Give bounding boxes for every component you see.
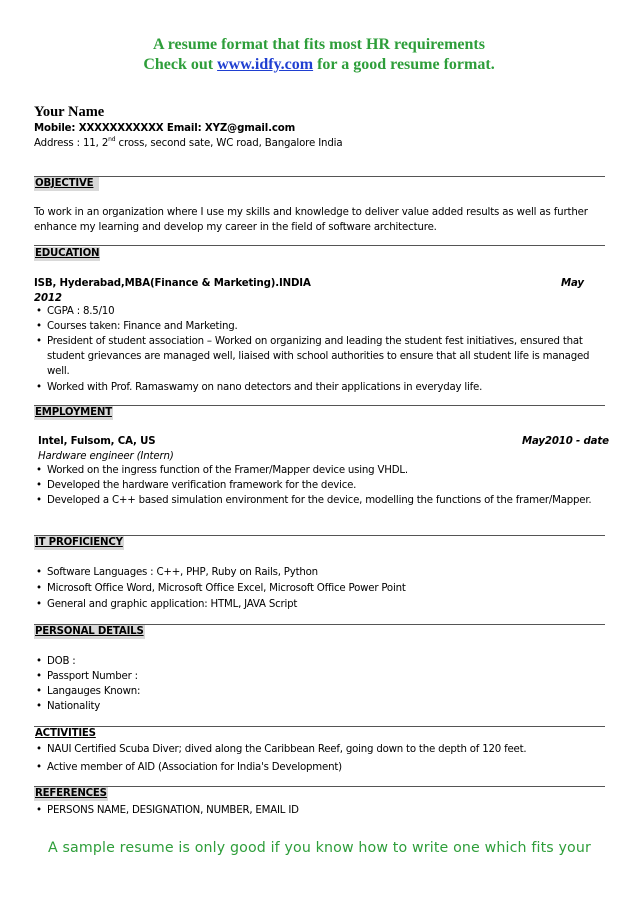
- list-item-text: Microsoft Office Word, Microsoft Office Excel, Microsoft Office Power Point: [47, 583, 406, 594]
- list-item: [34, 493, 606, 508]
- list-item-text: PERSONS NAME, DESIGNATION, NUMBER, EMAIL ID: [47, 805, 299, 816]
- list-item-text: General and graphic application: HTML, JAVA Script: [47, 599, 298, 610]
- list-item-text: Passport Number :: [47, 671, 138, 682]
- list-item: [34, 334, 606, 379]
- employment-role: Hardware engineer (Intern): [38, 451, 174, 462]
- list-item-text: President of student association – Worked on organizing and leading the student fest initiatives, ensured that student grievances are managed well, liaised with school authorities to ensure that all student life is managed well.: [47, 336, 590, 377]
- list-item-text: Developed the hardware verification framework for the device.: [47, 480, 357, 491]
- list-item: [34, 581, 606, 596]
- footer-tagline: A sample resume is only good if you know how to write one which fits your: [48, 840, 591, 856]
- list-item: [34, 742, 606, 757]
- education-rule: [34, 245, 605, 246]
- idfy-link[interactable]: www.idfy.com: [217, 56, 314, 73]
- bullet-icon: •: [36, 744, 42, 755]
- education-date-year: 2012: [34, 293, 62, 304]
- list-item-text: Software Languages : C++, PHP, Ruby on Rails, Python: [47, 567, 318, 578]
- list-item-text: Developed a C++ based simulation environment for the device, modelling the functions of the framer/Mapper.: [47, 495, 592, 506]
- bullet-icon: •: [36, 306, 42, 317]
- bullet-icon: •: [36, 321, 42, 332]
- list-item-text: Courses taken: Finance and Marketing.: [47, 321, 238, 332]
- objective-heading: OBJECTIVE: [34, 177, 99, 191]
- header-line-2-pre: Check out: [143, 56, 218, 73]
- personal-heading: PERSONAL DETAILS: [35, 626, 144, 637]
- employment-heading: EMPLOYMENT: [35, 407, 112, 418]
- list-item: [34, 463, 606, 478]
- employment-dates: May2010 - date: [522, 436, 609, 447]
- bullet-icon: •: [36, 656, 42, 667]
- address-line: [34, 136, 342, 151]
- list-item: [34, 669, 606, 684]
- references-list: [34, 803, 606, 818]
- candidate-name: Your Name: [34, 104, 105, 120]
- bullet-icon: •: [36, 480, 42, 491]
- mobile-email-line: Mobile: XXXXXXXXXXX Email: XYZ@gmail.com: [34, 123, 296, 134]
- bullet-icon: •: [36, 671, 42, 682]
- list-item-text: Worked on the ingress function of the Framer/Mapper device using VHDL.: [47, 465, 408, 476]
- list-item: [34, 760, 606, 775]
- list-item: [34, 654, 606, 669]
- objective-rule: [34, 176, 605, 177]
- bullet-icon: •: [36, 495, 42, 506]
- list-item-text: DOB :: [47, 656, 76, 667]
- list-item: [34, 565, 606, 580]
- list-item-text: CGPA : 8.5/10: [47, 306, 115, 317]
- activities-list: [34, 742, 606, 775]
- education-heading: EDUCATION: [35, 248, 100, 259]
- list-item: [34, 478, 606, 493]
- list-item: [34, 304, 606, 319]
- list-item: [34, 319, 606, 334]
- references-rule: [34, 786, 605, 787]
- list-item: [34, 803, 606, 818]
- list-item-text: NAUI Certified Scuba Diver; dived along the Caribbean Reef, going down to the depth of 120 feet.: [47, 744, 527, 755]
- list-item: [34, 699, 606, 714]
- personal-list: [34, 654, 606, 714]
- education-list: [34, 304, 606, 395]
- bullet-icon: •: [36, 583, 42, 594]
- address-sup: nd: [108, 136, 116, 143]
- header-line-2-post: for a good resume format.: [313, 56, 495, 73]
- it-list: [34, 565, 606, 612]
- bullet-icon: •: [36, 465, 42, 476]
- bullet-icon: •: [36, 701, 42, 712]
- references-heading: REFERENCES: [35, 788, 107, 799]
- employment-rule: [34, 405, 605, 406]
- list-item: [34, 380, 606, 395]
- header-line-2: [0, 55, 638, 75]
- list-item-text: Active member of AID (Association for India's Development): [47, 762, 342, 773]
- list-item: [34, 684, 606, 699]
- employment-company: Intel, Fulsom, CA, US: [38, 436, 156, 447]
- bullet-icon: •: [36, 686, 42, 697]
- header-line-1: A resume format that fits most HR requirements: [153, 36, 485, 53]
- education-date-month: May: [561, 278, 584, 289]
- employment-list: [34, 463, 606, 508]
- list-item: [34, 597, 606, 612]
- objective-line-1: To work in an organization where I use my skills and knowledge to deliver value added results as well as further: [34, 207, 588, 218]
- bullet-icon: •: [36, 336, 42, 347]
- bullet-icon: •: [36, 805, 42, 816]
- list-item-text: Langauges Known:: [47, 686, 141, 697]
- address-pre: Address : 11, 2: [34, 138, 109, 149]
- it-heading: IT PROFICIENCY: [35, 537, 123, 548]
- bullet-icon: •: [36, 567, 42, 578]
- bullet-icon: •: [36, 599, 42, 610]
- activities-rule: [34, 726, 605, 727]
- bullet-icon: •: [36, 382, 42, 393]
- list-item-text: Worked with Prof. Ramaswamy on nano detectors and their applications in everyday life.: [47, 382, 483, 393]
- education-institution: ISB, Hyderabad,MBA(Finance & Marketing).INDIA: [34, 278, 311, 289]
- list-item-text: Nationality: [47, 701, 101, 712]
- bullet-icon: •: [36, 762, 42, 773]
- activities-heading: ACTIVITIES: [35, 728, 96, 739]
- objective-line-2: enhance my learning and develop my career in the field of software architecture.: [34, 222, 437, 233]
- address-post: cross, second sate, WC road, Bangalore India: [115, 138, 343, 149]
